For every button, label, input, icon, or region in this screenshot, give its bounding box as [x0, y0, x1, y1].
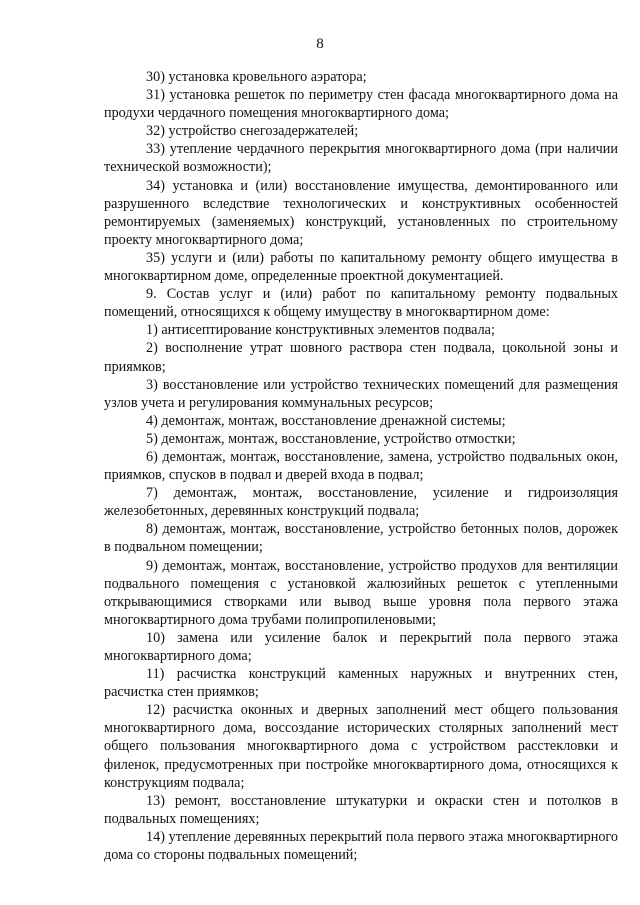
- list-item-14: 14) утепление деревянных перекрытий пола первого этажа многоквартирного дома со стороны подвальных помещений;: [104, 828, 618, 864]
- list-item-12: 12) расчистка оконных и дверных заполнений мест общего пользования многоквартирного дома, воссоздание исторических столярных заполнений мест общего пользования многоквартирного дома с устройством расстекловки и филенок, предусмотренных при постройке многоквартирного дома, относящихся к конструкциям подвала;: [104, 702, 618, 791]
- list-item-10: 10) замена или усиление балок и перекрытий пола первого этажа многоквартирного дома;: [104, 629, 618, 664]
- list-item-34: 34) установка и (или) восстановление имущества, демонтированного или разрушенного вследствие технологических и конструктивных особенностей ремонтируемых (заменяемых) конструкций, установленных по строительному проекту многоквартирного дома;: [104, 177, 618, 248]
- list-item-30: 30) установка кровельного аэратора;: [146, 69, 367, 85]
- list-item-2: 2) восполнение утрат шовного раствора стен подвала, цокольной зоны и приямков;: [104, 340, 618, 375]
- list-item-31: 31) установка решеток по периметру стен фасада многоквартирного дома на продухи чердачного помещения многоквартирного дома;: [104, 87, 618, 122]
- list-item-13: 13) ремонт, восстановление штукатурки и окраски стен и потолков в подвальных помещениях;: [104, 792, 618, 827]
- list-item-1: 1) антисептирование конструктивных элементов подвала;: [146, 322, 495, 339]
- list-item-7: 7) демонтаж, монтаж, восстановление, усиление и гидроизоляция железобетонных, деревянных конструкций подвала;: [104, 485, 618, 520]
- list-item-11: 11) расчистка конструкций каменных наружных и внутренних стен, расчистка стен приямков;: [104, 666, 618, 701]
- list-item-32: 32) устройство снегозадержателей;: [146, 123, 359, 140]
- list-item-6: 6) демонтаж, монтаж, восстановление, замена, устройство подвальных окон, приямков, спусков в подвал и дверей входа в подвал;: [104, 448, 618, 484]
- section-9-heading: 9. Состав услуг и (или) работ по капитальному ремонту подвальных помещений, относящихся к общему имуществу в многоквартирном доме:: [104, 286, 618, 321]
- list-item-8: 8) демонтаж, монтаж, восстановление, устройство бетонных полов, дорожек в подвальном помещении;: [104, 521, 618, 556]
- document-body: [104, 68, 618, 864]
- list-item-4: 4) демонтаж, монтаж, восстановление дренажной системы;: [146, 412, 506, 429]
- page-number: 8: [316, 36, 324, 52]
- list-item-3: 3) восстановление или устройство технических помещений для размещения узлов учета и регулирования коммунальных ресурсов;: [104, 376, 618, 411]
- list-item-35: 35) услуги и (или) работы по капитальному ремонту общего имущества в многоквартирном доме, определенные проектной документацией.: [104, 249, 618, 285]
- list-item-33: 33) утепление чердачного перекрытия многоквартирного дома (при наличии технической возможности);: [104, 141, 618, 176]
- list-item-9: 9) демонтаж, монтаж, восстановление, устройство продухов для вентиляции подвального помещения с установкой жалюзийных решеток с утепленными открывающимися створками или вывод выше уровня пола первого этажа многоквартирного дома трубами полипропиленовыми;: [104, 557, 618, 628]
- list-item-5: 5) демонтаж, монтаж, восстановление, устройство отмостки;: [146, 430, 516, 447]
